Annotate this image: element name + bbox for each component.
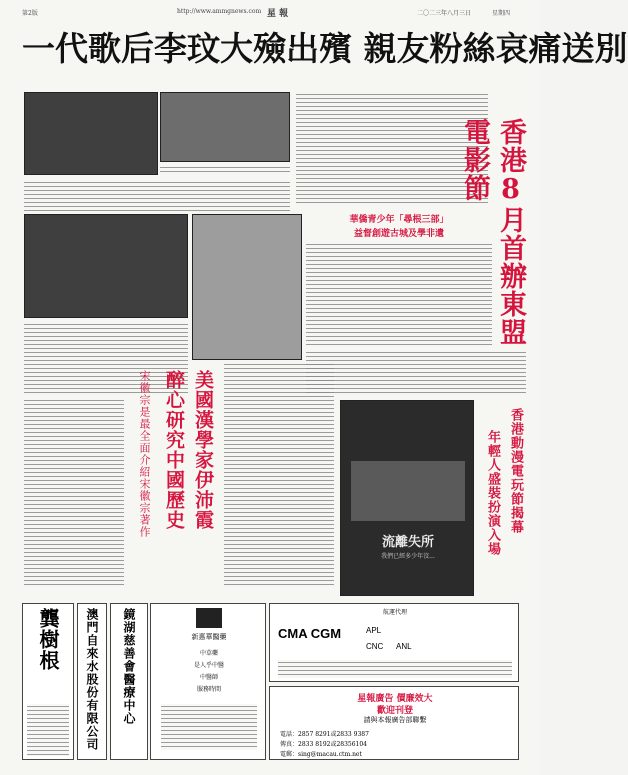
photo-hearse	[160, 92, 290, 162]
ad5-item-1: CNC	[366, 642, 384, 651]
ad-herbal-medicine	[150, 603, 266, 760]
side-headline-film-festival: 香港8月首辦東盟電影節	[459, 118, 526, 346]
photo-funeral-procession	[192, 214, 302, 360]
page-number: 第2版	[22, 10, 38, 17]
side-headline-comic-fest-2: 年輕人盛裝扮演入場	[485, 430, 500, 556]
ad3-title: 鏡湖慈善會醫療中心	[122, 608, 136, 725]
ad6-phone-label: 電話：	[280, 731, 299, 738]
photo-fans	[24, 214, 188, 318]
feature-text-left	[24, 398, 124, 588]
main-headline: 一代歌后李玟大殮出殯 親友粉絲哀痛送別	[22, 29, 628, 68]
right-column-text-2	[306, 242, 492, 346]
feature-title-2: 醉心研究中國歷史	[163, 370, 185, 530]
ad6-email	[280, 749, 362, 758]
ad5-item-0: APL	[366, 626, 382, 635]
poster-cast-photo	[351, 461, 465, 521]
ad2-title: 澳門自來水股份有限公司	[85, 608, 99, 751]
ad6-fax-value: 2833 8192或28356104	[298, 741, 368, 748]
page-header	[22, 6, 518, 18]
weekday: 星期四	[492, 10, 511, 17]
ad5-text	[278, 660, 512, 678]
lead-text	[24, 180, 290, 212]
poster-title: 流離失所	[381, 535, 434, 550]
ad5-label: 航運代理	[382, 609, 407, 616]
ad6-line3: 請與本報廣告部聯繫	[363, 716, 427, 724]
ad4-line-1: 是人乎中醫	[193, 662, 224, 669]
ad5-item-2: ANL	[396, 642, 412, 651]
ad5-brand: CMA CGM	[278, 626, 342, 641]
feature-subtitle: 宋徽宗是最全面介紹宋徽宗著作	[138, 370, 151, 538]
ad-kiang-wu-clinic	[110, 603, 148, 760]
ad-kung-shu-kan	[22, 603, 74, 760]
ad4-line-2: 中醫師	[199, 674, 218, 681]
ad6-fax-label: 傳真：	[280, 741, 299, 748]
ad4-text	[161, 704, 257, 750]
subhead-2: 益督創遊古城及學非遺	[353, 229, 444, 239]
photo-caption	[160, 165, 290, 175]
feature-title-1: 美國漢學家伊沛霞	[192, 370, 214, 530]
right-column-text-3	[306, 350, 526, 396]
ad-macau-water	[77, 603, 107, 760]
issue-date: 二〇二三年八月三日	[417, 10, 472, 17]
ad6-email-value: sing@macau.ctm.net	[298, 751, 362, 758]
ad6-line1: 星報廣告 價廉效大	[357, 694, 433, 704]
poster-caption: 我們已經多少年沒...	[381, 553, 435, 560]
ad4-line-3: 服務時間	[196, 686, 221, 693]
ad6-fax	[280, 739, 367, 748]
masthead: 星 報	[267, 9, 289, 19]
ad1-text	[27, 704, 69, 756]
ad6-phone-value: 2857 8291或2833 9387	[298, 731, 369, 738]
ad-house-advert	[269, 686, 519, 760]
ad4-line-0: 中草藥	[199, 650, 218, 657]
photo-portrait-mourners	[24, 92, 158, 175]
ad-cma-cgm	[269, 603, 519, 682]
ad6-line2: 歡迎刊登	[376, 706, 413, 716]
ad4-logo	[196, 608, 222, 628]
ad6-email-label: 電郵：	[280, 751, 299, 758]
subhead-1: 華僑青少年「尋根三部」	[349, 215, 449, 225]
side-headline-comic-fest-1: 香港動漫電玩節揭幕	[508, 408, 523, 534]
site-url: http://www.ammgnews.com	[177, 8, 262, 15]
ad4-header: 新惠華醫藥	[191, 633, 227, 641]
ad6-phone	[280, 729, 369, 738]
movie-poster	[340, 400, 474, 596]
ad1-title: 龔樹根	[36, 608, 60, 671]
